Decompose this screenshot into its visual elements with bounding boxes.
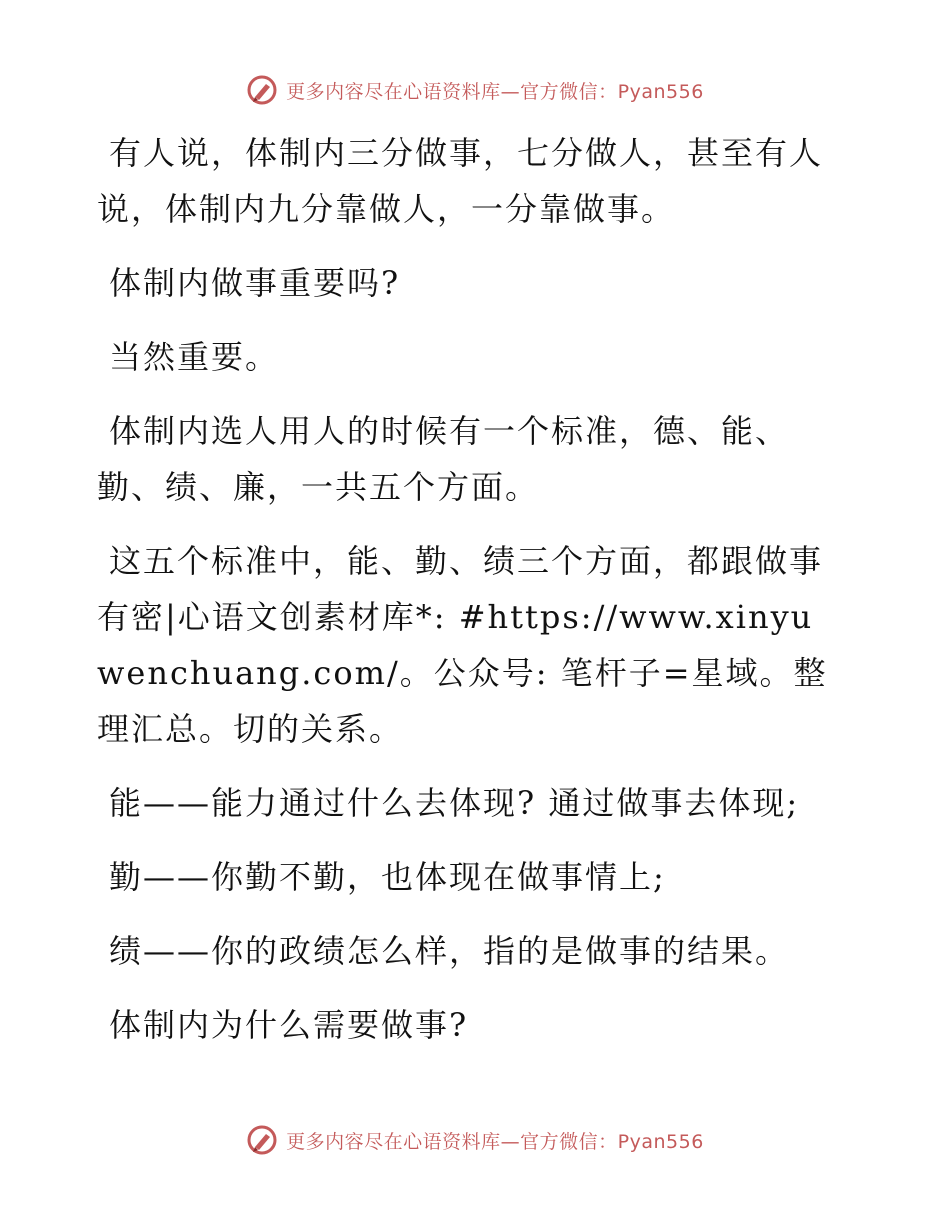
document-body	[97, 125, 837, 1071]
paragraph: 有人说，体制内三分做事，七分做人，甚至有人说，体制内九分靠做人，一分靠做事。	[97, 134, 824, 228]
footer-banner-text: 更多内容尽在心语资料库—官方微信：Pyan556	[286, 1130, 704, 1153]
paragraph: 体制内选人用人的时候有一个标准，德、能、勤、绩、廉，一共五个方面。	[97, 412, 790, 506]
header-banner-text: 更多内容尽在心语资料库—官方微信：Pyan556	[286, 80, 704, 103]
paragraph: 体制内做事重要吗?	[109, 264, 401, 302]
pen-logo-icon	[246, 74, 278, 106]
paragraph: 勤——你勤不勤，也体现在做事情上;	[109, 858, 666, 896]
footer-banner	[0, 1120, 950, 1160]
paragraph: 当然重要。	[109, 338, 280, 376]
paragraph: 体制内为什么需要做事?	[109, 1006, 469, 1044]
pen-logo-icon	[246, 1124, 278, 1156]
header-banner	[0, 70, 950, 110]
paragraph: 能——能力通过什么去体现? 通过做事去体现;	[109, 784, 800, 822]
paragraph: 绩——你的政绩怎么样，指的是做事的结果。	[109, 932, 790, 970]
paragraph-with-url: 这五个标准中，能、勤、绩三个方面，都跟做事有密|心语文创素材库*: #https://www.xinyuwenchuang.com/。公众号: 笔杆子=星域。整理汇总。切的关系。	[97, 542, 828, 748]
